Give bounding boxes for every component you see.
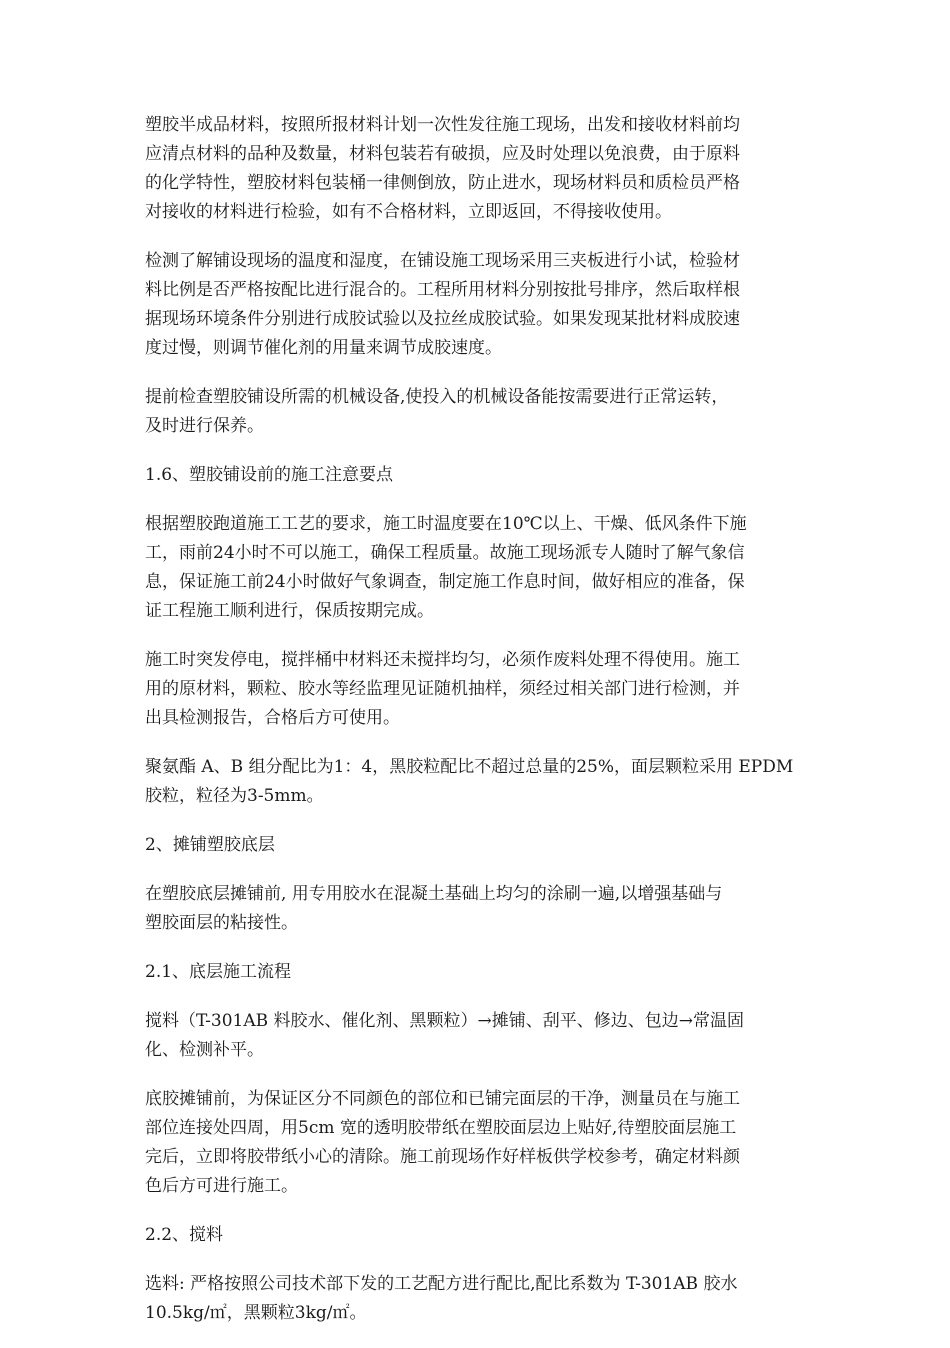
paragraph: [145, 1085, 815, 1201]
text-line: 息，保证施工前24小时做好气象调查，制定施工作息时间，做好相应的准备，保: [145, 572, 745, 592]
text-line: 10.5kg/㎡，黑颗粒3kg/㎡。: [145, 1303, 367, 1323]
text-line: 胶粒，粒径为3-5mm。: [145, 786, 324, 806]
text-line: 应清点材料的品种及数量，材料包装若有破损，应及时处理以免浪费，由于原料: [145, 144, 740, 164]
section-heading: [145, 1221, 815, 1250]
paragraph: [145, 111, 815, 227]
text-line: 2.1、底层施工流程: [145, 962, 292, 982]
text-line: 料比例是否严格按配比进行混合的。工程所用材料分别按批号排序，然后取样根: [145, 280, 740, 300]
text-line: 的化学特性，塑胶材料包装桶一律侧倒放，防止进水，现场材料员和质检员严格: [145, 173, 740, 193]
text-line: 证工程施工顺利进行，保质按期完成。: [145, 601, 434, 621]
document-body: [145, 111, 815, 1348]
text-line: 检测了解铺设现场的温度和湿度，在铺设施工现场采用三夹板进行小试，检验材: [145, 251, 740, 271]
text-line: 1.6、塑胶铺设前的施工注意要点: [145, 465, 394, 485]
section-heading: [145, 831, 815, 860]
section-heading: [145, 461, 815, 490]
text-line: 根据塑胶跑道施工工艺的要求，施工时温度要在10℃以上、干燥、低风条件下施: [145, 514, 747, 534]
text-line: 化、检测补平。: [145, 1040, 264, 1060]
text-line: 在塑胶底层摊铺前, 用专用胶水在混凝土基础上均匀的涂刷一遍,以增强基础与: [145, 884, 723, 904]
paragraph: [145, 247, 815, 363]
text-line: 聚氨酯 A、B 组分配比为1：4，黑胶粒配比不超过总量的25%，面层颗粒采用 EPDM: [145, 757, 794, 777]
text-line: 工，雨前24小时不可以施工，确保工程质量。故施工现场派专人随时了解气象信: [145, 543, 745, 563]
text-line: 施工时突发停电，搅拌桶中材料还未搅拌均匀，必须作废料处理不得使用。施工: [145, 650, 740, 670]
text-line: 度过慢，则调节催化剂的用量来调节成胶速度。: [145, 338, 502, 358]
paragraph: [145, 880, 815, 938]
text-line: 对接收的材料进行检验，如有不合格材料，立即返回，不得接收使用。: [145, 202, 672, 222]
paragraph: [145, 646, 815, 733]
text-line: 及时进行保养。: [145, 416, 264, 436]
text-line: 提前检查塑胶铺设所需的机械设备,使投入的机械设备能按需要进行正常运转，: [145, 387, 729, 407]
text-line: 搅料（T-301AB 料胶水、催化剂、黑颗粒）→摊铺、刮平、修边、包边→常温固: [145, 1011, 744, 1031]
text-line: 塑胶面层的粘接性。: [145, 913, 298, 933]
text-line: 选料: 严格按照公司技术部下发的工艺配方进行配比,配比系数为 T-301AB 胶水: [145, 1274, 738, 1294]
paragraph: [145, 753, 815, 811]
text-line: 色后方可进行施工。: [145, 1176, 298, 1196]
text-line: 完后，立即将胶带纸小心的清除。施工前现场作好样板供学校参考，确定材料颜: [145, 1147, 740, 1167]
text-line: 底胶摊铺前，为保证区分不同颜色的部位和已铺完面层的干净，测量员在与施工: [145, 1089, 740, 1109]
text-line: 部位连接处四周，用5cm 宽的透明胶带纸在塑胶面层边上贴好,待塑胶面层施工: [145, 1118, 737, 1138]
paragraph: [145, 1007, 815, 1065]
paragraph: [145, 383, 815, 441]
text-line: 用的原材料，颗粒、胶水等经监理见证随机抽样，须经过相关部门进行检测，并: [145, 679, 740, 699]
text-line: 据现场环境条件分别进行成胶试验以及拉丝成胶试验。如果发现某批材料成胶速: [145, 309, 740, 329]
section-heading: [145, 958, 815, 987]
text-line: 2.2、搅料: [145, 1225, 224, 1245]
text-line: 出具检测报告，合格后方可使用。: [145, 708, 400, 728]
text-line: 2、摊铺塑胶底层: [145, 835, 275, 855]
text-line: 塑胶半成品材料，按照所报材料计划一次性发往施工现场，出发和接收材料前均: [145, 115, 740, 135]
paragraph: [145, 510, 815, 626]
paragraph: [145, 1270, 815, 1328]
